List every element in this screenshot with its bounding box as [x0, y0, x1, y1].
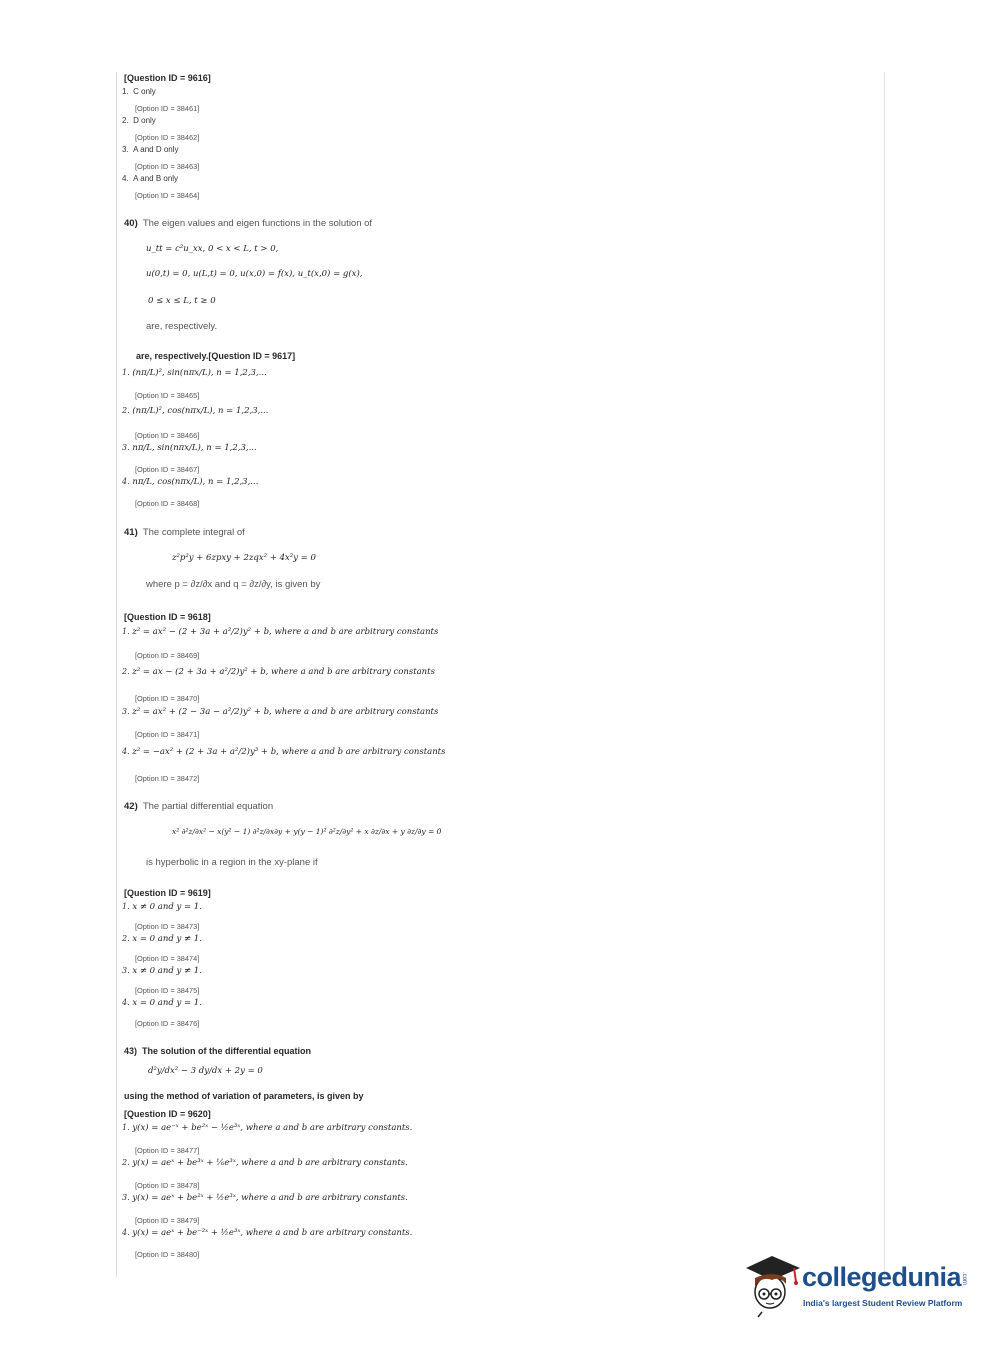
option-number: 4.: [122, 174, 129, 183]
option-id: [Option ID = 38470]: [135, 694, 200, 703]
option-number: 4.: [122, 1228, 130, 1237]
option-1: [122, 627, 438, 637]
option-1: [122, 368, 267, 378]
option-id: [Option ID = 38468]: [135, 499, 200, 508]
option-text: y(x) = ae⁻ˣ + be²ˣ − ½e³ˣ, where a and b are arbitrary constants.: [132, 1123, 413, 1133]
question-text: The eigen values and eigen functions in the solution of: [142, 218, 373, 229]
option-text: y(x) = aeˣ + be²ˣ + ½e³ˣ, where a and b are arbitrary constants.: [132, 1193, 408, 1203]
question-text: The complete integral of: [142, 527, 245, 538]
option-id: [Option ID = 38461]: [135, 104, 200, 113]
option-id: [Option ID = 38464]: [135, 191, 200, 200]
option-id: [Option ID = 38465]: [135, 391, 200, 400]
option-number: 3.: [122, 966, 130, 975]
question-40: [124, 218, 372, 229]
option-id: [Option ID = 38466]: [135, 431, 200, 440]
question-tail: using the method of variation of parameters, is given by: [124, 1091, 364, 1101]
option-number: 1.: [122, 368, 130, 377]
equation-domain: 0 ≤ x ≤ L, t ≥ 0: [148, 296, 216, 306]
option-2: [122, 667, 435, 677]
option-text: A and B only: [133, 174, 179, 183]
question-tail: are, respectively.: [146, 321, 218, 332]
option-id: [Option ID = 38463]: [135, 162, 200, 171]
collegedunia-logo[interactable]: [742, 1250, 972, 1320]
question-42: [124, 801, 273, 812]
equation-wave: u_tt = c²u_xx, 0 < x < L, t > 0,: [146, 244, 279, 254]
option-number: 4.: [122, 477, 130, 486]
option-id: [Option ID = 38462]: [135, 133, 200, 142]
option-2: [122, 934, 202, 944]
option-3: [122, 966, 202, 976]
option-id: [Option ID = 38480]: [135, 1250, 200, 1259]
option-number: 3.: [122, 1193, 130, 1202]
option-1: [122, 1123, 412, 1133]
question-id: are, respectively.[Question ID = 9617]: [136, 351, 296, 361]
question-id: [Question ID = 9620]: [124, 1109, 211, 1119]
option-3: [122, 443, 257, 453]
option-text: y(x) = aeˣ + be⁻²ˣ + ½e³ˣ, where a and b are arbitrary constants.: [132, 1228, 413, 1238]
option-number: 3.: [122, 145, 129, 154]
option-number: 2.: [122, 1158, 130, 1167]
option-id: [Option ID = 38476]: [135, 1019, 200, 1028]
option-id: [Option ID = 38478]: [135, 1181, 200, 1190]
option-text: A and D only: [133, 145, 179, 154]
option-number: 3.: [122, 707, 130, 716]
option-4: [122, 747, 445, 757]
option-text: nπ/L, cos(nπx/L), n = 1,2,3,...: [132, 477, 259, 487]
option-text: z² = ax² + (2 − 3a − a²/2)y² + b, where a and b are arbitrary constants: [132, 707, 439, 717]
option-id: [Option ID = 38477]: [135, 1146, 200, 1155]
option-1: [122, 902, 202, 912]
option-2: [122, 116, 156, 125]
option-text: (nπ/L)², cos(nπx/L), n = 1,2,3,...: [132, 406, 269, 416]
option-number: 2.: [122, 934, 130, 943]
option-id: [Option ID = 38474]: [135, 954, 200, 963]
option-number: 2.: [122, 406, 130, 415]
equation-pde: z²p²y + 6zpxy + 2zqx² + 4x²y = 0: [172, 553, 316, 563]
question-text: The solution of the differential equation: [142, 1046, 312, 1056]
question-text: The partial differential equation: [142, 801, 274, 812]
option-3: [122, 1193, 408, 1203]
option-number: 1.: [122, 1123, 130, 1132]
question-where: where p = ∂z/∂x and q = ∂z/∂y, is given by: [146, 579, 321, 590]
option-3: [122, 145, 179, 154]
question-41: [124, 527, 245, 538]
question-id: [Question ID = 9618]: [124, 612, 211, 622]
option-4: [122, 1228, 412, 1238]
question-number: 42): [124, 801, 138, 812]
page-right-border: [884, 72, 885, 1277]
question-id: [Question ID = 9619]: [124, 888, 211, 898]
option-id: [Option ID = 38473]: [135, 922, 200, 931]
option-id: [Option ID = 38472]: [135, 774, 200, 783]
option-id: [Option ID = 38469]: [135, 651, 200, 660]
option-text: x ≠ 0 and y = 1.: [132, 902, 202, 912]
question-number: 41): [124, 527, 138, 538]
option-4: [122, 998, 202, 1008]
option-number: 2.: [122, 667, 130, 676]
mascot-icon: [742, 1250, 804, 1318]
equation-ode: d²y/dx² − 3 dy/dx + 2y = 0: [148, 1066, 263, 1076]
question-id: [Question ID = 9616]: [124, 73, 211, 83]
option-text: z² = ax − (2 + 3a + a²/2)y² + b, where a and b are arbitrary constants: [132, 667, 435, 677]
option-text: D only: [133, 116, 156, 125]
option-text: x ≠ 0 and y ≠ 1.: [132, 966, 202, 976]
question-tail: is hyperbolic in a region in the xy-plane if: [146, 857, 318, 868]
option-text: (nπ/L)², sin(nπx/L), n = 1,2,3,...: [132, 368, 267, 378]
question-43: [124, 1046, 311, 1056]
option-number: 2.: [122, 116, 129, 125]
option-2: [122, 1158, 408, 1168]
option-id: [Option ID = 38471]: [135, 730, 200, 739]
option-4: [122, 174, 178, 183]
option-text: x = 0 and y = 1.: [132, 998, 202, 1008]
option-number: 4.: [122, 747, 130, 756]
logo-wordmark: collegedunia: [802, 1262, 962, 1292]
question-number: 40): [124, 218, 138, 229]
option-id: [Option ID = 38475]: [135, 986, 200, 995]
option-text: C only: [133, 87, 156, 96]
option-3: [122, 707, 438, 717]
option-id: [Option ID = 38479]: [135, 1216, 200, 1225]
option-id: [Option ID = 38467]: [135, 465, 200, 474]
option-number: 3.: [122, 443, 130, 452]
equation-boundary: u(0,t) = 0, u(L,t) = 0, u(x,0) = f(x), u_t(x,0) = g(x),: [146, 269, 363, 279]
option-2: [122, 406, 268, 416]
option-1: [122, 87, 156, 96]
option-text: x = 0 and y ≠ 1.: [132, 934, 202, 944]
question-number: 43): [124, 1046, 138, 1056]
equation-pde: x² ∂²z/∂x² − x(y² − 1) ∂²z/∂x∂y + y(y − 1)² ∂²z/∂y² + x ∂z/∂x + y ∂z/∂y = 0: [172, 827, 442, 836]
option-number: 4.: [122, 998, 130, 1007]
logo-tagline: India's largest Student Review Platform: [803, 1298, 963, 1308]
option-text: y(x) = aeˣ + be³ˣ + ⅙e³ˣ, where a and b are arbitrary constants.: [132, 1158, 408, 1168]
logo-domain: .com: [961, 1272, 967, 1286]
option-text: z² = ax² − (2 + 3a + a²/2)y² + b, where a and b are arbitrary constants: [132, 627, 439, 637]
option-number: 1.: [122, 627, 130, 636]
option-number: 1.: [122, 87, 129, 96]
option-number: 1.: [122, 902, 130, 911]
option-text: z² = −ax² + (2 + 3a + a²/2)y³ + b, where a and b are arbitrary constants: [132, 747, 446, 757]
option-4: [122, 477, 258, 487]
option-text: nπ/L, sin(nπx/L), n = 1,2,3,...: [132, 443, 257, 453]
page-left-border: [116, 72, 117, 1277]
